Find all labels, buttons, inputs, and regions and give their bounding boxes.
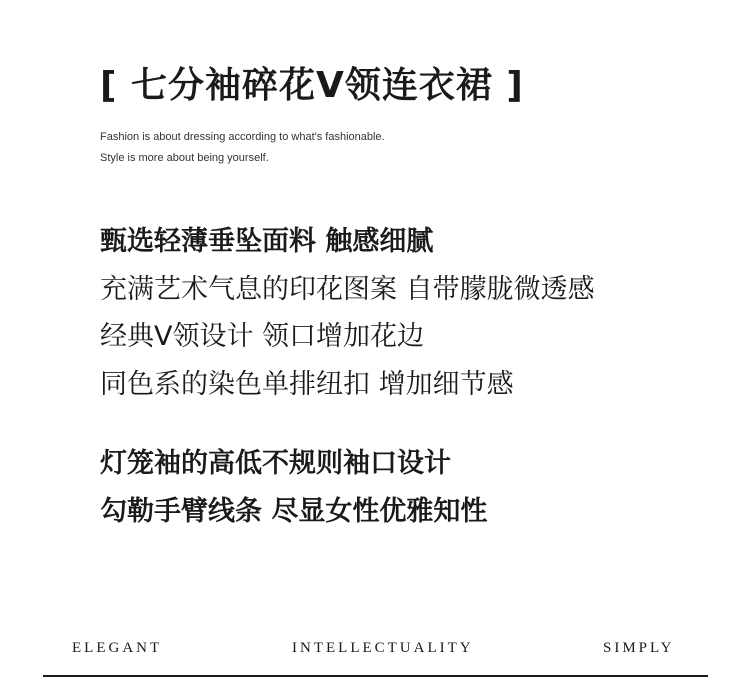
feature-line-4: 同色系的染色单排纽扣 增加细节感: [100, 369, 514, 400]
feature-line-5: 灯笼袖的高低不规则袖口设计: [100, 448, 451, 479]
feature-line-1: 甄选轻薄垂坠面料 触感细腻: [100, 226, 434, 257]
tagline-line-1: Fashion is about dressing according to what's fashionable.: [100, 131, 385, 143]
footer-word-elegant: ELEGANT: [72, 640, 163, 656]
feature-line-2: 充满艺术气息的印花图案 自带朦胧微透感: [100, 274, 595, 305]
footer-word-intellectuality: INTELLECTUALITY: [292, 640, 474, 656]
feature-line-6: 勾勒手臂线条 尽显女性优雅知性: [100, 496, 488, 527]
product-title: [ 七分袖碎花V领连衣裙 ]: [100, 65, 524, 106]
feature-line-3: 经典V领设计 领口增加花边: [100, 321, 425, 352]
tagline-line-2: Style is more about being yourself.: [100, 152, 269, 164]
footer-divider: [43, 675, 708, 677]
footer-word-simply: SIMPLY: [603, 640, 675, 656]
